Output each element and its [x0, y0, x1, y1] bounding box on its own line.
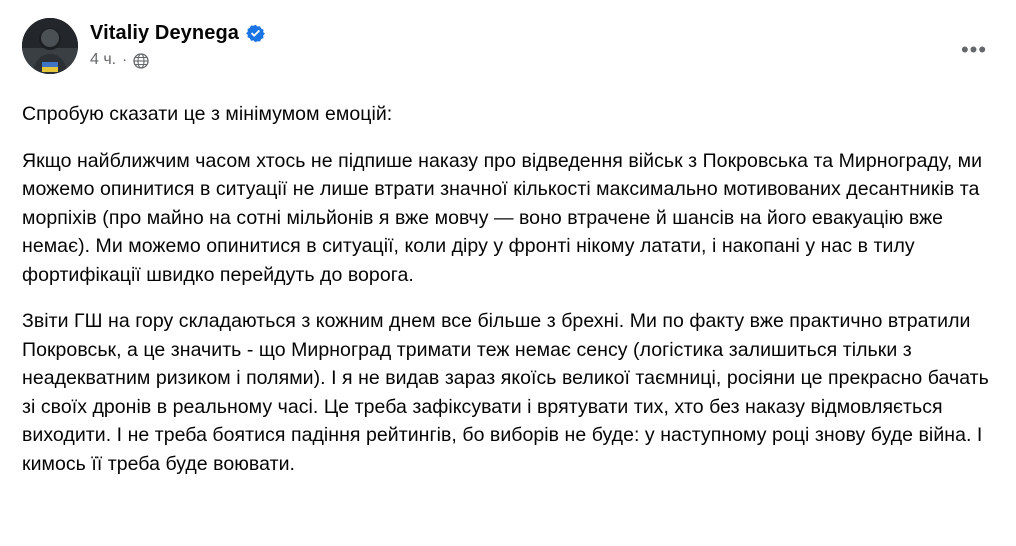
author-name[interactable]: Vitaliy Deynega: [90, 22, 239, 44]
verified-badge-icon: [246, 24, 265, 43]
post-text-body: [22, 100, 994, 478]
post-options-menu-icon[interactable]: •••: [960, 37, 988, 62]
avatar[interactable]: [22, 18, 78, 74]
post-meta: [90, 51, 265, 69]
post-header-text: [90, 18, 265, 69]
post-paragraph: Якщо найближчим часом хтось не підпише наказу про відведення військ з Покровська та Мирнограду, ми можемо опинитися в ситуації не лише втрати значної кількості максимально мотивованих десантників та морпіхів (про майно на сотні мільйонів я вже мовчу — воно втрачене й шансів на його евакуацію вже немає). Ми можемо опинитися в ситуації, коли діру у фронті нікому латати, і накопані у нас в тилу фортифікації швидко перейдуть до ворога.: [22, 149, 983, 286]
post-paragraph: Звіти ГШ на гору складаються з кожним днем все більше з брехні. Ми по факту вже практично втратили Покровськ, а це значить - що Мирноград тримати теж немає сенсу (логістика залишиться тільки з неадекватним ризиком і полями). І я не видав зараз якоїсь великої таємниці, росіяни це прекрасно бачать зі своїх дронів в реальному часі. Це треба зафіксувати і врятувати тих, хто без наказу відмовляється виходити. І не треба боятися падіння рейтингів, бо виборів не буде: у наступному році знову буде війна. І кимось її треба буде воювати.: [22, 310, 989, 475]
globe-icon[interactable]: [133, 53, 149, 69]
meta-separator: ·: [122, 51, 128, 68]
post-header: [22, 18, 994, 90]
post-timestamp[interactable]: 4 ч.: [90, 51, 117, 68]
author-row: [90, 21, 265, 45]
post-paragraph: Спробую сказати це з мінімумом емоцій:: [22, 103, 393, 125]
